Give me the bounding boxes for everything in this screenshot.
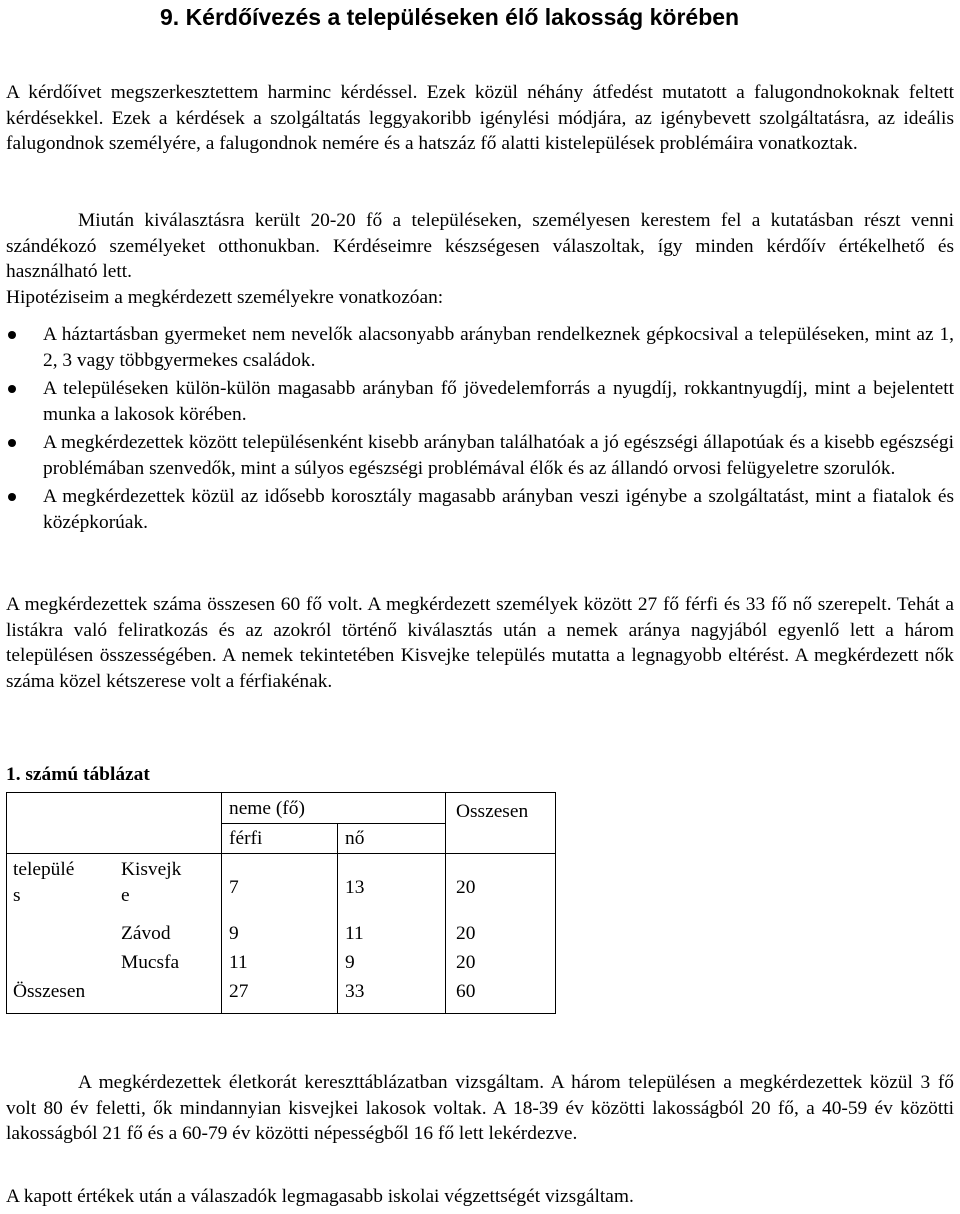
table-cell: 9 xyxy=(229,923,239,944)
header-total: Osszesen xyxy=(456,801,529,822)
table-cell: 20 xyxy=(456,952,476,973)
data-table xyxy=(6,792,556,1014)
table-cell: 11 xyxy=(229,952,248,973)
table-divider xyxy=(221,793,222,1013)
row-group-label: s xyxy=(13,885,21,906)
header-male: férfi xyxy=(229,828,263,849)
table-caption: 1. számú táblázat xyxy=(6,764,150,785)
table-cell: 27 xyxy=(229,981,249,1002)
hypotheses-list xyxy=(6,322,954,538)
paragraph-intro: A kérdőívet megszerkesztettem harminc kérdéssel. Ezek közül néhány átfedést mutatott a falugondnokoknak feltett kérdésekkel. Ezek a kérdések a szolgáltatás leggyakoribb igénylési módjára, az igénybevett szolgáltatásra, az ideális falugondnok személyére, a falugondnok nemére és a hatszáz fő alatti kistelepülések problémáira vonatkoztak. xyxy=(6,82,954,154)
row-label: Kisvejk xyxy=(121,859,182,880)
table-cell: 11 xyxy=(345,923,364,944)
row-group-label: települé xyxy=(13,859,75,880)
table-divider xyxy=(337,823,338,1013)
paragraph-selection: Miután kiválasztásra került 20-20 fő a településeken, személyesen kerestem fel a kutatásban részt venni szándékozó személyeket otthonukban. Kérdéseimre készségesen válaszoltak, így minden kérdőív értékelhető és használható lett. xyxy=(6,210,954,282)
table-cell: 20 xyxy=(456,923,476,944)
list-item: A háztartásban gyermeket nem nevelők alacsonyabb arányban rendelkeznek gépkocsival a településeken, mint az 1, 2, 3 vagy többgyermekes családok. xyxy=(6,322,954,373)
header-group: neme (fő) xyxy=(229,798,305,819)
list-item: A megkérdezettek közül az idősebb korosztály magasabb arányban veszi igénybe a szolgáltatást, mint a fiatalok és középkorúak. xyxy=(6,484,954,535)
paragraph-sample: A megkérdezettek száma összesen 60 fő volt. A megkérdezett személyek között 27 fő férfi és 33 fő nő szerepelt. Tehát a listákra való feliratkozás és az azokról történő kiválasztás után a nemek aránya nagyjából egyenlő lett a három településen összességében. A nemek tekintetében Kisvejke település mutatta a legnagyobb eltérést. A megkérdezett nők száma közel kétszerese volt a férfiakénak. xyxy=(6,594,954,692)
table-cell: 60 xyxy=(456,981,476,1002)
paragraph-education: A kapott értékek után a válaszadók legmagasabb iskolai végzettségét vizsgáltam. xyxy=(6,1186,634,1207)
row-label: Mucsfa xyxy=(121,952,180,973)
row-label: e xyxy=(121,885,130,906)
page-title: 9. Kérdőívezés a településeken élő lakosság körében xyxy=(160,4,740,30)
table-cell: 9 xyxy=(345,952,355,973)
total-label: Összesen xyxy=(13,981,86,1002)
table-cell: 13 xyxy=(345,877,365,898)
header-female: nő xyxy=(345,828,365,849)
list-item: A megkérdezettek között településenként kisebb arányban találhatóak a jó egészségi állapotúak és a kisebb egészségi problémában szenvedők, mint a súlyos egészségi problémával élők és az állandó orvosi felügyeletre szorulók. xyxy=(6,430,954,481)
table-divider xyxy=(445,793,446,1013)
list-item: A településeken külön-külön magasabb arányban fő jövedelemforrás a nyugdíj, rokkantnyugdíj, mint a bejelentett munka a lakosok körében. xyxy=(6,376,954,427)
table-divider xyxy=(7,853,555,854)
paragraph-hypotheses-intro: Hipotéziseim a megkérdezett személyekre vonatkozóan: xyxy=(6,287,444,308)
paragraph-age: A megkérdezettek életkorát kereszttáblázatban vizsgáltam. A három településen a megkérdezettek közül 3 fő volt 80 év feletti, ők mindannyian kisvejkei lakosok voltak. A 18-39 év közötti lakosságból 20 fő, a 40-59 év közötti lakosságból 21 fő és a 60-79 év közötti népességből 16 fő lett lekérdezve. xyxy=(6,1072,954,1144)
table-cell: 33 xyxy=(345,981,365,1002)
row-label: Závod xyxy=(121,923,171,944)
table-divider xyxy=(221,823,445,824)
table-cell: 7 xyxy=(229,877,239,898)
table-cell: 20 xyxy=(456,877,476,898)
